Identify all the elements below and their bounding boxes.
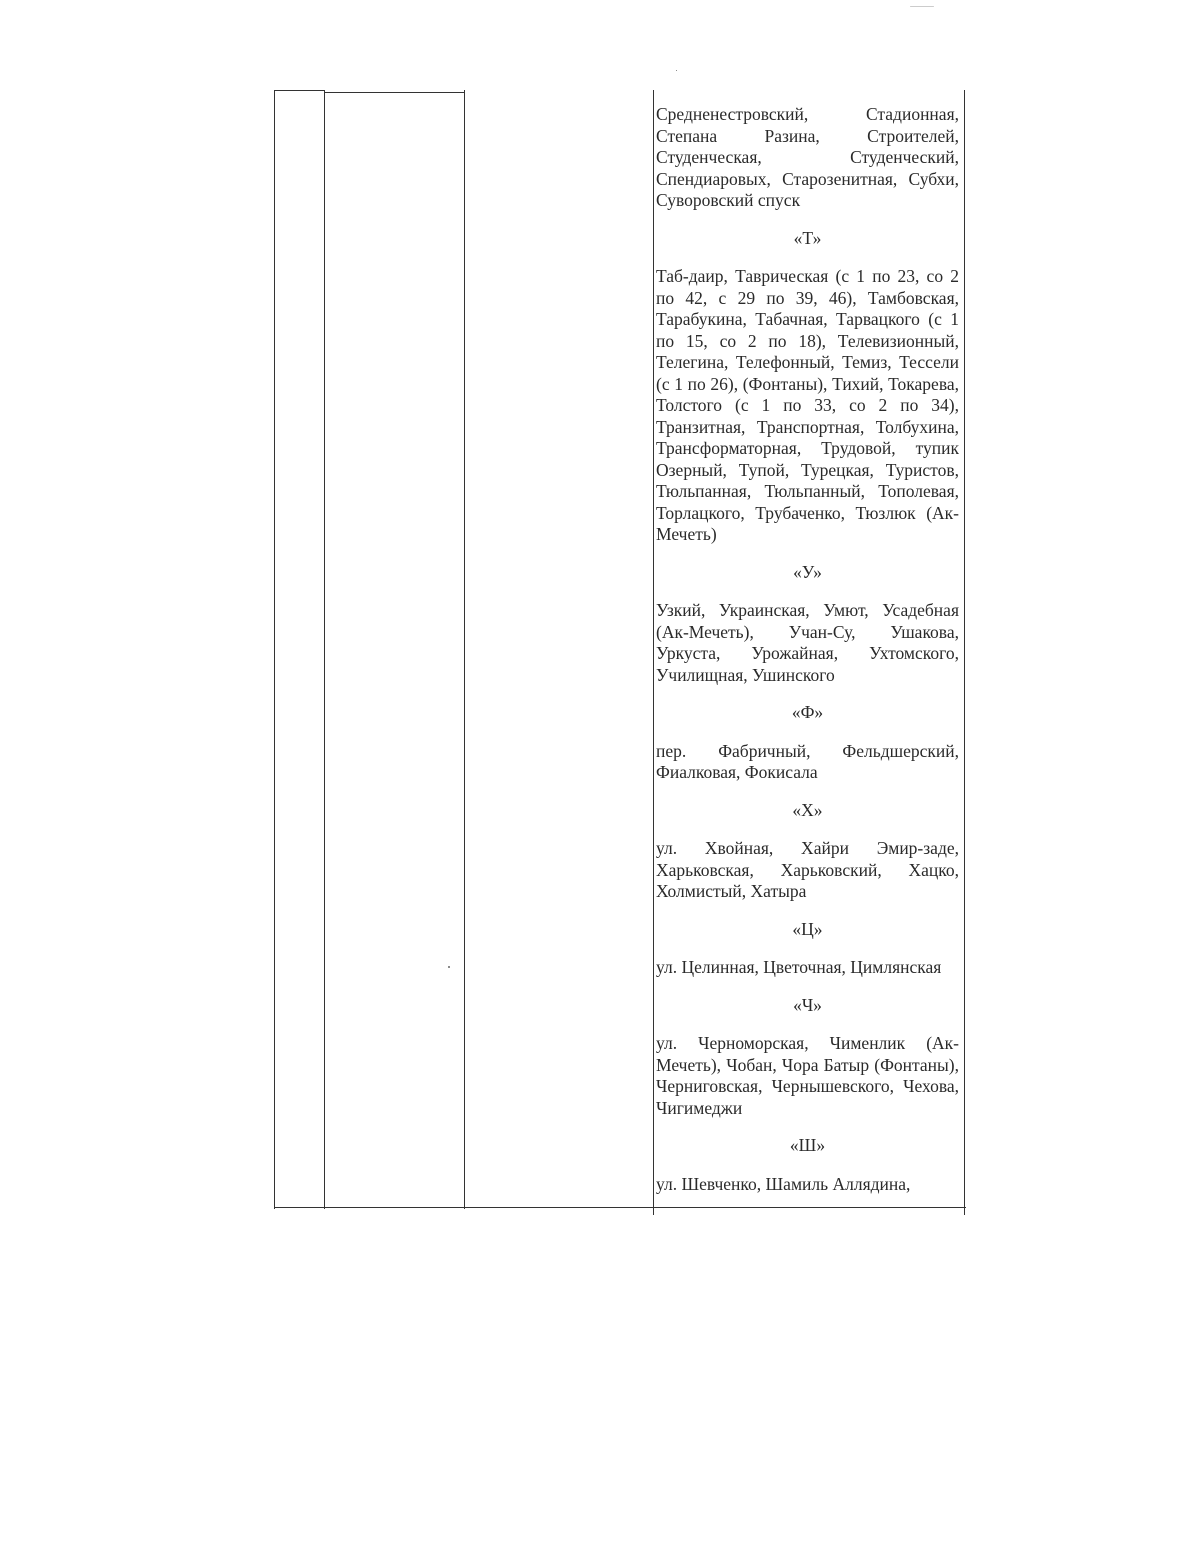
street-list: ул. Шевченко, Шамиль Аллядина, <box>656 1173 911 1194</box>
letter-heading: «Х» <box>792 799 823 820</box>
street-list: ул. Черноморская, Чименлик (Ак-Мечеть), Чобан, Чора Батыр (Фонтаны), Черниговская, Чернышевского, Чехова, Чигимеджи <box>656 1033 959 1118</box>
letter-heading: «Ш» <box>789 1135 826 1155</box>
letter-heading: «Ч» <box>793 994 822 1015</box>
street-list: Узкий, Украинская, Умют, Усадебная (Ак-Мечеть), Учан-Су, Ушакова, Уркуста, Урожайная, Ухтомского, Училищная, Ушинского <box>656 600 959 685</box>
scan-speck <box>910 6 934 7</box>
letter-heading: «У» <box>793 561 822 582</box>
scan-speck <box>676 70 677 71</box>
letter-heading: «Т» <box>793 227 822 248</box>
street-list: ул. Целинная, Цветочная, Цимлянская <box>656 957 942 977</box>
street-list: Средненестровский, Стадионная, Степана Разина, Строителей, Студенческая, Студенческий, Спендиаровых, Старозенитная, Субхи, Суворовский спуск <box>656 104 959 210</box>
column-divider <box>274 90 275 1209</box>
column-divider <box>324 90 325 1209</box>
street-list: Таб-даир, Таврическая (с 1 по 23, со 2 по 42, с 29 по 39, 46), Тамбовская, Тарабукина, Табачная, Тарвацкого (с 1 по 15, со 2 по 18), Телевизионный, Телегина, Телефонный, Темиз, Тессели (с 1 по 26), (Фонтаны), Тихий, Токарева, Толстого (с 1 по 33, со 2 по 34), Транзитная, Транспортная, Толбухина, Трансформаторная, Трудовой, тупик Озерный, Тупой, Турецкая, Туристов, Тюльпанная, Тюльпанный, Тополевая, Торлацкого, Трубаченко, Тюзлюк (Ак-Мечеть) <box>656 266 959 544</box>
street-list: пер. Фабричный, Фельдшерский, Фиалковая, Фокисала <box>656 740 959 782</box>
column-divider <box>653 90 654 1215</box>
letter-heading: «Ф» <box>791 702 824 722</box>
table-top-border <box>324 92 464 93</box>
column-divider <box>464 90 465 1209</box>
table-bottom-border <box>274 1207 966 1208</box>
street-list: ул. Хвойная, Хайри Эмир-заде, Харьковская, Харьковский, Хацко, Холмистый, Хатыра <box>656 838 959 901</box>
column-divider <box>964 90 965 1215</box>
letter-heading: «Ц» <box>792 918 823 939</box>
scan-speck <box>448 966 450 968</box>
table-top-border <box>274 90 324 91</box>
streets-column <box>656 104 959 1195</box>
